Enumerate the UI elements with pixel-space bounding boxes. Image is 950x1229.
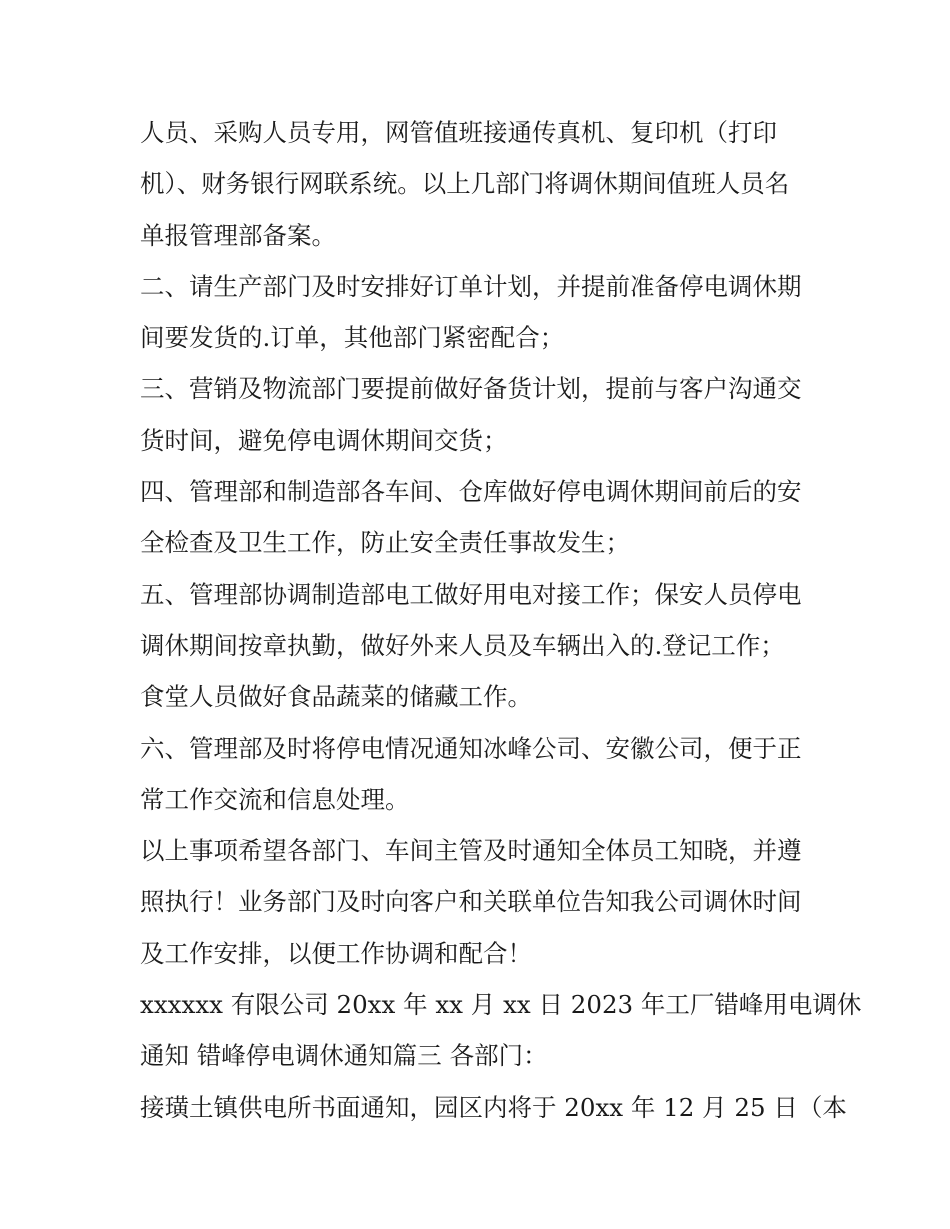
text-line: 接璜土镇供电所书面通知，园区内将于 20xx 年 12 月 25 日（本: [140, 1092, 847, 1122]
text-line: 间要发货的.订单，其他部门紧密配合；: [140, 323, 565, 353]
text-line: 五、管理部协调制造部电工做好用电对接工作；保安人员停电: [140, 579, 802, 609]
text-line: 及工作安排，以便工作协调和配合！: [140, 938, 532, 968]
text-line: 照执行！业务部门及时向客户和关联单位告知我公司调休时间: [140, 887, 802, 917]
text-line: xxxxxx 有限公司 20xx 年 xx 月 xx 日 2023 年工厂错峰用电调休: [140, 990, 862, 1020]
text-line: 单报管理部备案。: [140, 220, 336, 250]
text-line: 四、管理部和制造部各车间、仓库做好停电调休期间前后的安: [140, 477, 802, 507]
text-line: 通知 错峰停电调休通知篇三 各部门：: [140, 1041, 548, 1071]
text-line: 货时间，避免停电调休期间交货；: [140, 425, 508, 455]
text-line: 六、管理部及时将停电情况通知冰峰公司、安徽公司，便于正: [140, 733, 802, 763]
text-line: 二、请生产部门及时安排好订单计划，并提前准备停电调休期: [140, 271, 802, 301]
text-line: 人员、采购人员专用，网管值班接通传真机、复印机（打印: [140, 118, 777, 147]
document-body: [140, 107, 862, 1133]
text-line: 全检查及卫生工作，防止安全责任事故发生；: [140, 528, 630, 558]
text-line: 机）、财务银行网联系统。以上几部门将调休期间值班人员名: [140, 169, 790, 199]
text-line: 常工作交流和信息处理。: [140, 784, 410, 814]
text-line: 食堂人员做好食品蔬菜的储藏工作。: [140, 682, 532, 712]
text-line: 以上事项希望各部门、车间主管及时通知全体员工知晓，并遵: [140, 836, 802, 866]
text-line: 调休期间按章执勤，做好外来人员及车辆出入的.登记工作；: [140, 630, 785, 660]
text-line: 三、营销及物流部门要提前做好备货计划，提前与客户沟通交: [140, 374, 802, 404]
